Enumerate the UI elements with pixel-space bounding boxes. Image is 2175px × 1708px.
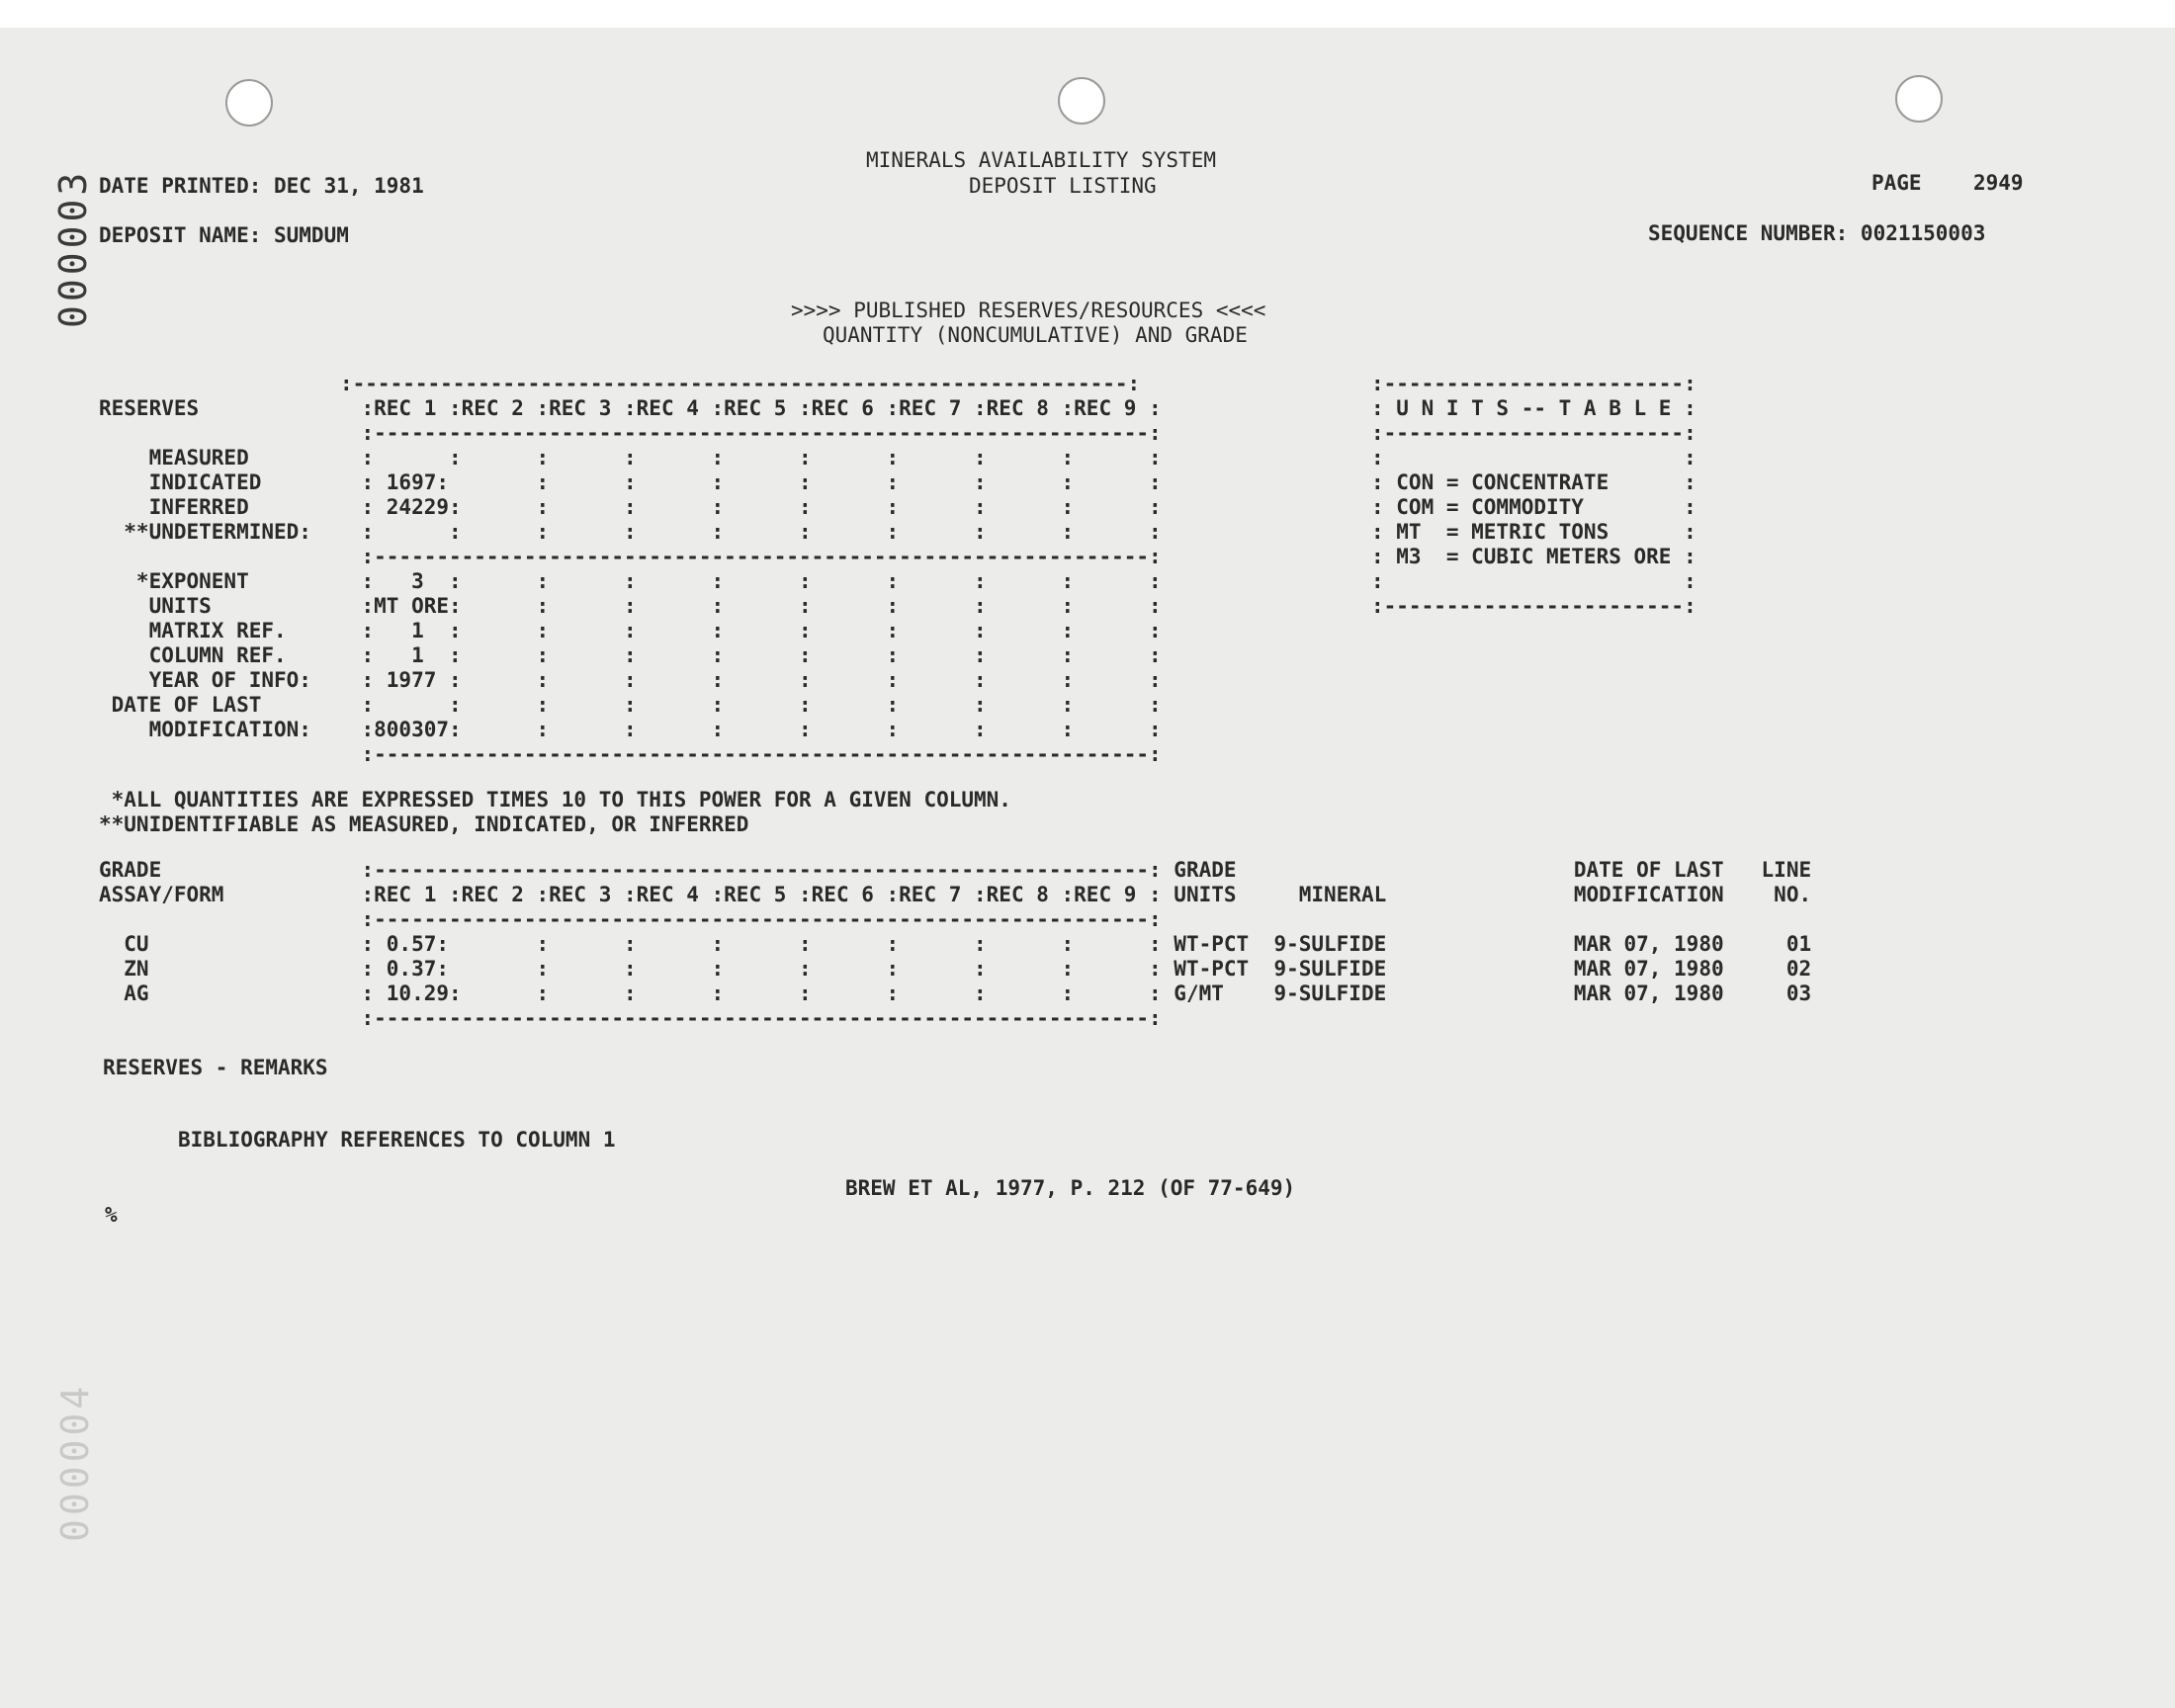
table-row: :--------------------------------------------------------------:	[99, 545, 1162, 568]
deposit-name: DEPOSIT NAME: SUMDUM	[99, 223, 349, 247]
table-row: COLUMN REF. : 1 : : : : : : : : :	[99, 643, 1162, 667]
system-title: MINERALS AVAILABILITY SYSTEM	[866, 148, 1217, 172]
section-subtitle: QUANTITY (NONCUMULATIVE) AND GRADE	[823, 323, 1248, 347]
page-label: PAGE	[1871, 171, 1922, 195]
footnote-exponent: *ALL QUANTITIES ARE EXPRESSED TIMES 10 TO THIS POWER FOR A GIVEN COLUMN.	[99, 788, 1011, 811]
footnote-undetermined: **UNIDENTIFIABLE AS MEASURED, INDICATED, OR INFERRED	[99, 812, 749, 836]
table-row: RESERVES :REC 1 :REC 2 :REC 3 :REC 4 :REC 5 :REC 6 :REC 7 :REC 8 :REC 9 :	[99, 396, 1162, 420]
table-row: :--------------------------------------------------------------:	[99, 421, 1162, 445]
binder-hole-center	[1058, 77, 1105, 125]
table-row: :--------------------------------------------------------------:	[99, 907, 1162, 931]
units-row: :------------------------:	[1371, 372, 1696, 395]
grade-header-row: ASSAY/FORM :REC 1 :REC 2 :REC 3 :REC 4 :REC 5 :REC 6 :REC 7 :REC 8 :REC 9 : UNITS MINERAL MODIFICATION NO.	[99, 883, 1812, 906]
table-row: :--------------------------------------------------------------:	[99, 742, 1162, 766]
units-row: :------------------------:	[1371, 421, 1696, 445]
units-row: : :	[1371, 569, 1696, 593]
binder-hole-right	[1895, 75, 1943, 123]
table-row: INFERRED : 24229: : : : : : : : :	[99, 495, 1162, 519]
table-row: **UNDETERMINED: : : : : : : : : : :	[99, 520, 1162, 544]
units-row: : :	[1371, 446, 1696, 470]
binder-hole-left	[225, 79, 273, 127]
table-row: MEASURED : : : : : : : : : :	[99, 446, 1162, 470]
units-row: :------------------------:	[1371, 594, 1696, 618]
date-printed: DATE PRINTED: DEC 31, 1981	[99, 174, 424, 198]
units-row: : CON = CONCENTRATE :	[1371, 470, 1696, 494]
table-row: :--------------------------------------------------------------:	[340, 372, 1141, 395]
sequence-number: SEQUENCE NUMBER: 0021150003	[1648, 221, 1986, 245]
table-row: ZN : 0.37: : : : : : : : : WT-PCT 9-SULFIDE MAR 07, 1980 02	[99, 957, 1812, 981]
table-row: MODIFICATION: :800307: : : : : : : : :	[99, 718, 1162, 741]
table-row: UNITS :MT ORE: : : : : : : : :	[99, 594, 1162, 618]
units-row: : M3 = CUBIC METERS ORE :	[1371, 545, 1696, 568]
table-row: DATE OF LAST : : : : : : : : : :	[99, 693, 1162, 717]
table-row: :--------------------------------------------------------------:	[99, 1006, 1162, 1030]
remarks-title: RESERVES - REMARKS	[103, 1056, 328, 1079]
section-title: >>>> PUBLISHED RESERVES/RESOURCES <<<<	[791, 299, 1266, 322]
listing-title: DEPOSIT LISTING	[969, 174, 1157, 198]
bibliography-reference: BREW ET AL, 1977, P. 212 (OF 77-649)	[845, 1176, 1296, 1200]
grade-header-row: GRADE :--------------------------------------------------------------: GRADE DATE OF LAST LINE	[99, 858, 1812, 882]
page-number: 2949	[1973, 171, 2024, 195]
table-row: MATRIX REF. : 1 : : : : : : : : :	[99, 619, 1162, 642]
printout-sheet	[0, 28, 2175, 1708]
table-row: *EXPONENT : 3 : : : : : : : : :	[99, 569, 1162, 593]
bibliography-heading: BIBLIOGRAPHY REFERENCES TO COLUMN 1	[178, 1128, 616, 1152]
table-row: YEAR OF INFO: : 1977 : : : : : : : : :	[99, 668, 1162, 692]
table-row: AG : 10.29: : : : : : : : : G/MT 9-SULFIDE MAR 07, 1980 03	[99, 982, 1812, 1005]
margin-serial-number-faint: 000004	[53, 1382, 97, 1542]
table-row: INDICATED : 1697: : : : : : : : :	[99, 470, 1162, 494]
end-marker: %	[105, 1203, 118, 1227]
units-row: : U N I T S -- T A B L E :	[1371, 396, 1696, 420]
units-row: : COM = COMMODITY :	[1371, 495, 1696, 519]
margin-serial-number: 000003	[51, 168, 95, 328]
units-row: : MT = METRIC TONS :	[1371, 520, 1696, 544]
table-row: CU : 0.57: : : : : : : : : WT-PCT 9-SULFIDE MAR 07, 1980 01	[99, 932, 1812, 956]
